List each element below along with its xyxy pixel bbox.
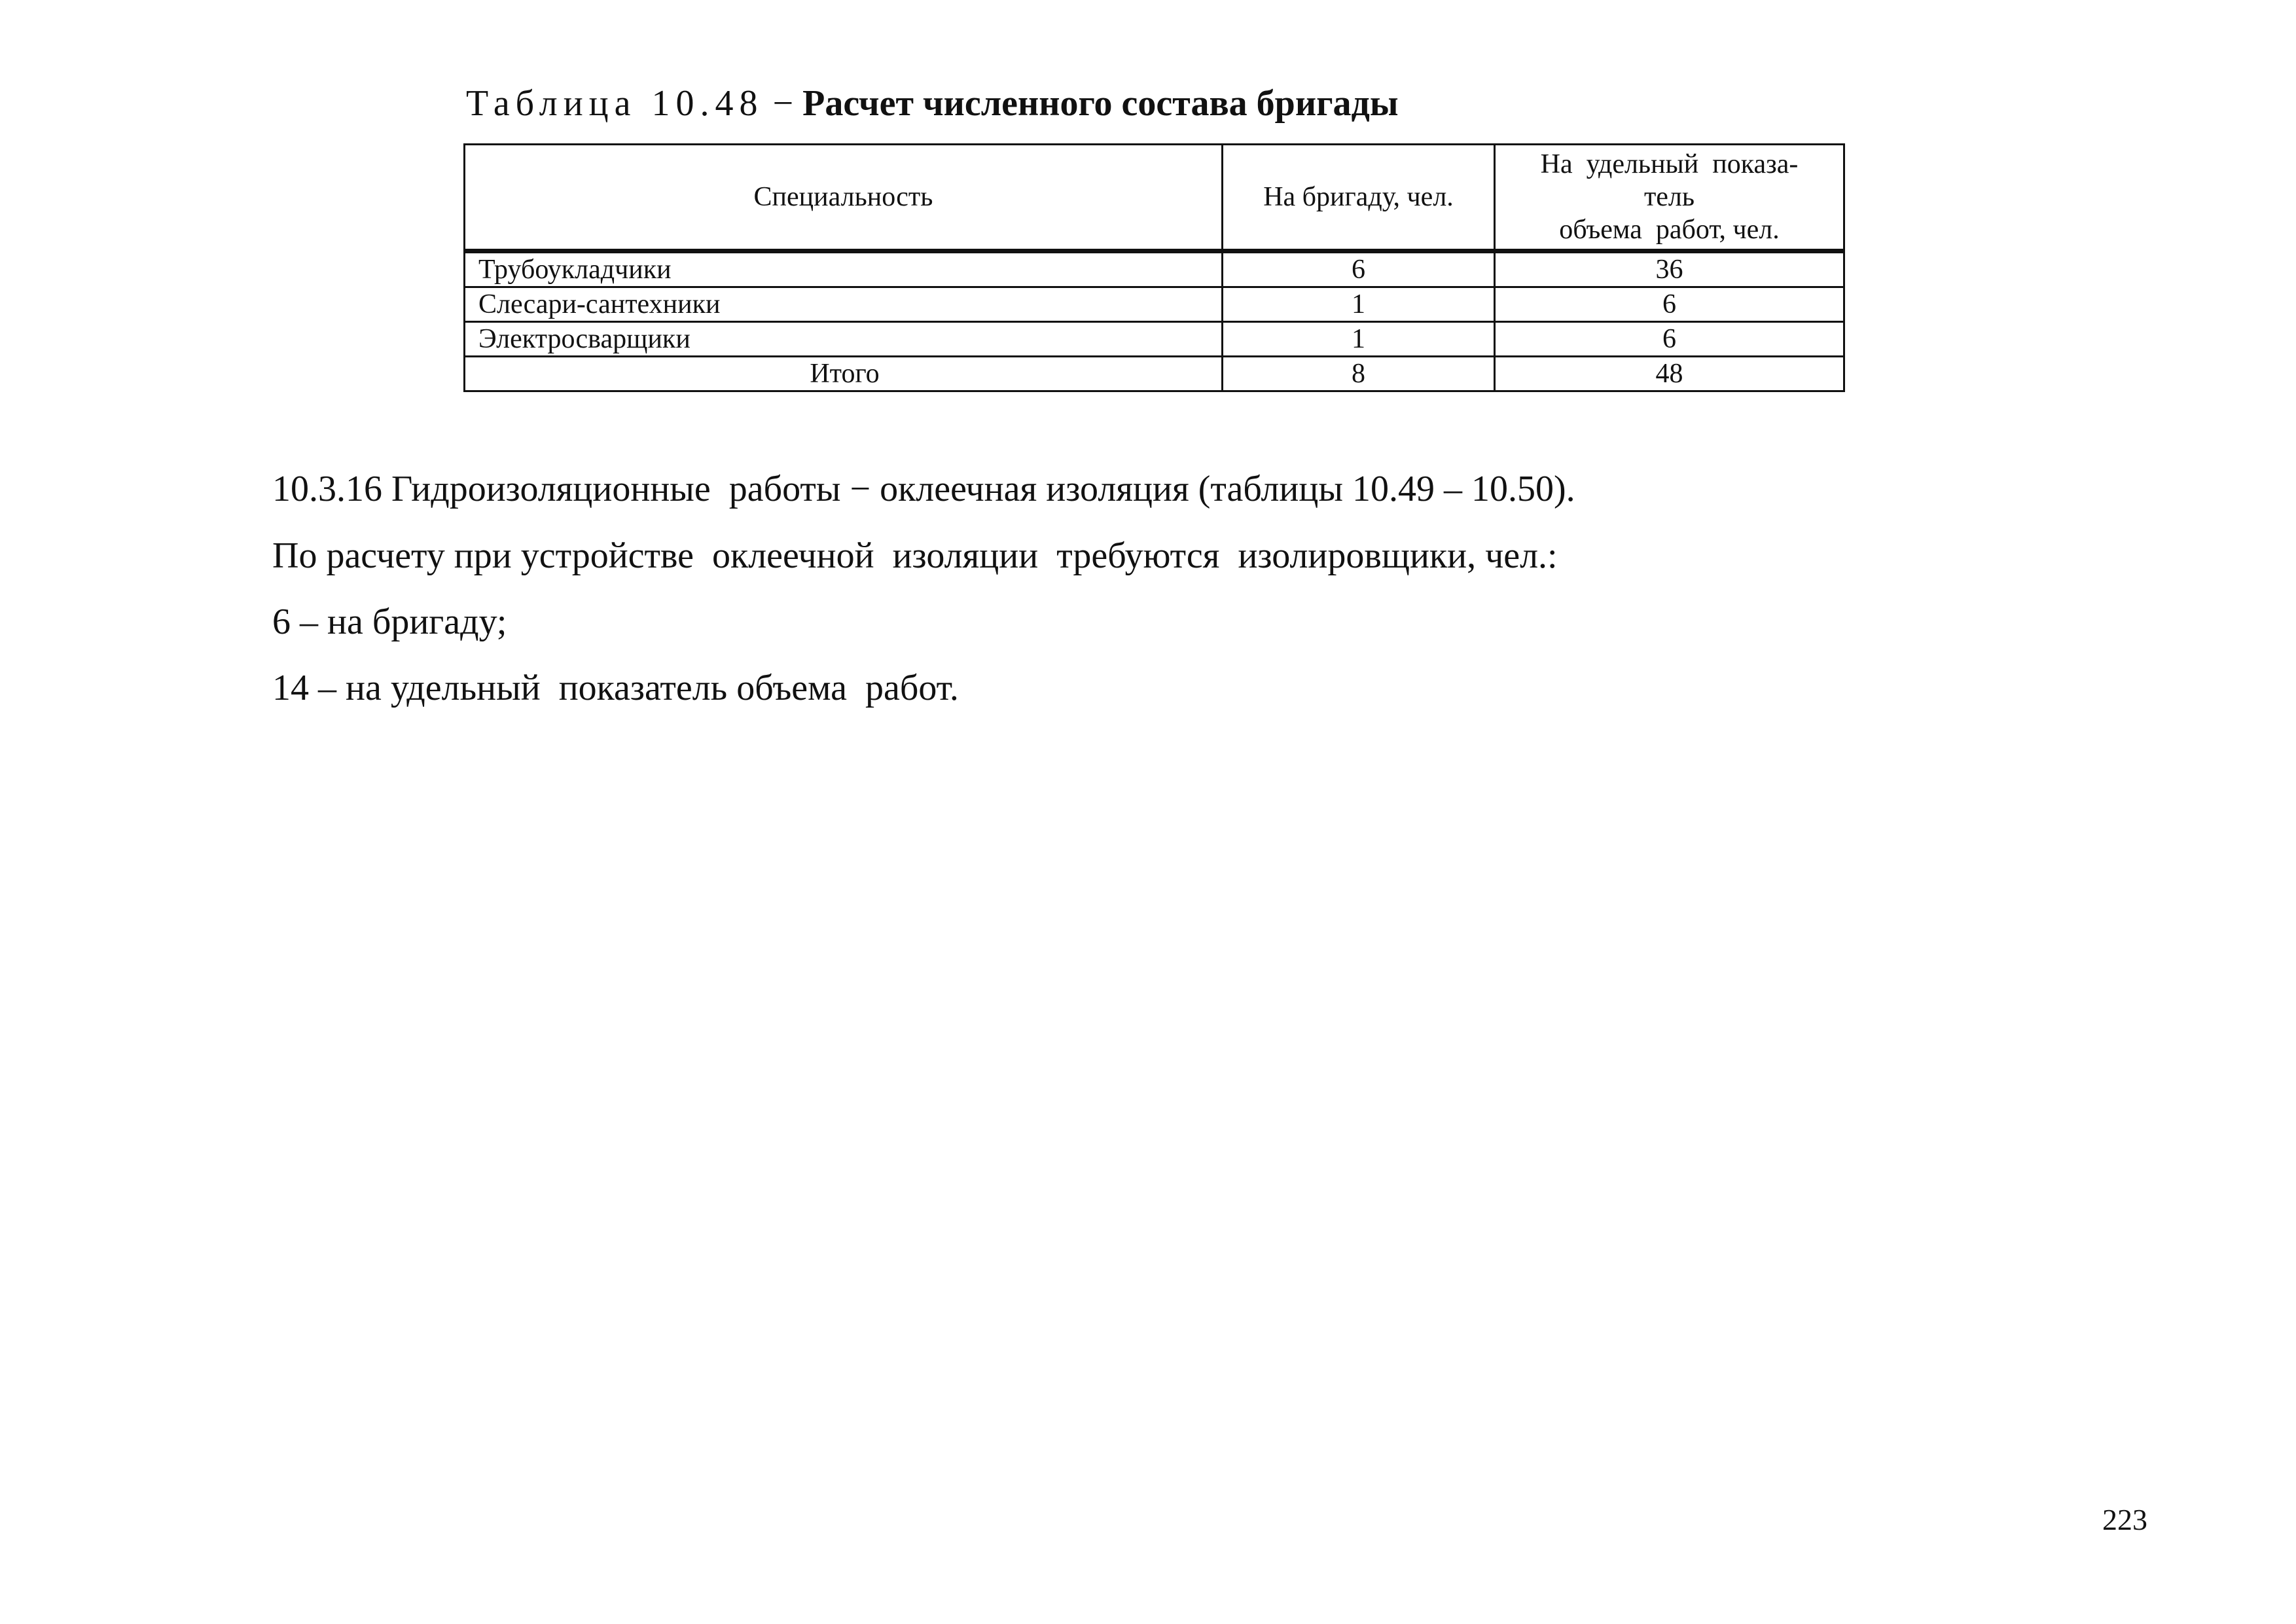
paragraph-per-brigade: 6 – на бригаду; — [272, 602, 507, 642]
brigade-table — [463, 143, 1845, 392]
cell-total-per-brigade: 8 — [1223, 357, 1495, 391]
cell-total-label: Итого — [465, 357, 1223, 391]
table-caption — [466, 77, 1399, 130]
cell-specialty: Трубоукладчики — [465, 251, 1223, 287]
table-row — [465, 322, 1844, 357]
cell-per-brigade: 6 — [1223, 251, 1495, 287]
table-header-row — [465, 145, 1844, 251]
cell-specialty: Слесари-сантехники — [465, 287, 1223, 322]
cell-total-per-unit: 48 — [1495, 357, 1844, 391]
cell-per-brigade: 1 — [1223, 322, 1495, 357]
cell-per-unit: 36 — [1495, 251, 1844, 287]
header-specialty: Специальность — [465, 145, 1223, 251]
cell-per-unit: 6 — [1495, 287, 1844, 322]
paragraph-calculation: По расчету при устройстве оклеечной изоляции требуются изолировщики, чел.: — [272, 535, 1558, 576]
table-caption-dash: − — [763, 83, 803, 124]
cell-per-unit: 6 — [1495, 322, 1844, 357]
header-per-brigade: На бригаду, чел. — [1223, 145, 1495, 251]
table-row — [465, 251, 1844, 287]
table-caption-title: Расчет численного состава бригады — [802, 83, 1399, 124]
page-number: 223 — [2102, 1503, 2147, 1536]
header-per-unit: На удельный показа- тель объема работ, чел. — [1495, 145, 1844, 251]
table-total-row — [465, 357, 1844, 391]
table-caption-label: Таблица 10.48 — [466, 83, 764, 124]
paragraph-per-unit: 14 – на удельный показатель объема работ. — [272, 668, 959, 708]
cell-specialty: Электросварщики — [465, 322, 1223, 357]
table-row — [465, 287, 1844, 322]
paragraph-section-heading: 10.3.16 Гидроизоляционные работы − оклеечная изоляция (таблицы 10.49 – 10.50). — [272, 469, 1575, 509]
cell-per-brigade: 1 — [1223, 287, 1495, 322]
